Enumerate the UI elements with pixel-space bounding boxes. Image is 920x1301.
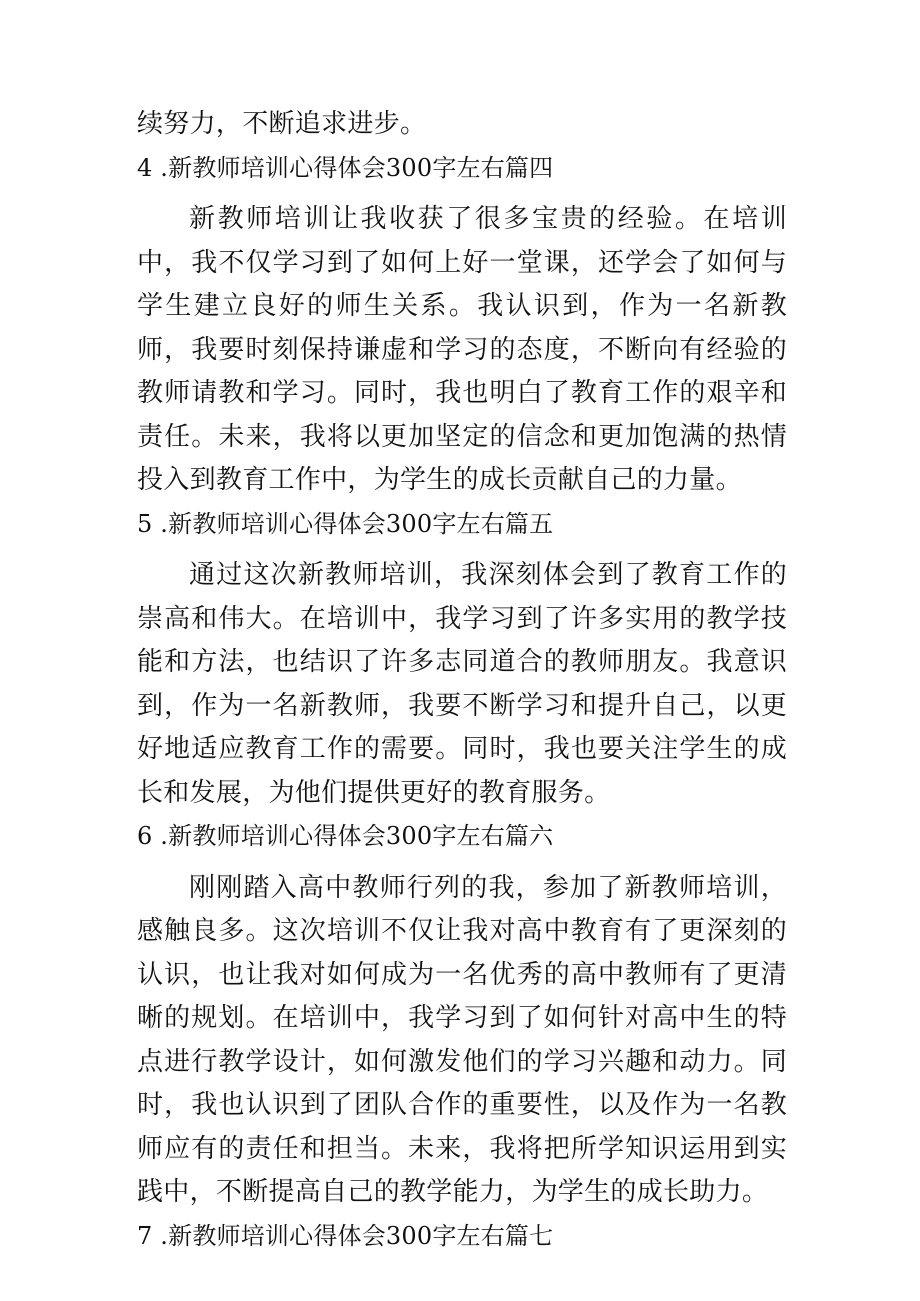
document-body [137,103,787,1258]
paragraph-section-5: 通过这次新教师培训，我深刻体会到了教育工作的崇高和伟大。在培训中，我学习到了许多实用的教学技能和方法，也结识了许多志同道合的教师朋友。我意识到，作为一名新教师，我要不断学习和提升自己，以更好地适应教育工作的需要。同时，我也要关注学生的成长和发展，为他们提供更好的教育服务。 [137,560,787,808]
section-heading-5: 5 .新教师培训心得体会300字左右篇五 [137,509,554,538]
section-heading-6: 6 .新教师培训心得体会300字左右篇六 [137,822,554,850]
paragraph-continuation: 续努力，不断追求进步。 [137,109,427,139]
section-heading-7: 7 .新教师培训心得体会300字左右篇七 [137,1221,554,1250]
section-heading-4: 4 .新教师培训心得体会300字左右篇四 [137,153,554,182]
paragraph-section-6: 刚刚踏入高中教师行列的我，参加了新教师培训，感触良多。这次培训不仅让我对高中教育有了更深刻的认识，也让我对如何成为一名优秀的高中教师有了更清晰的规划。在培训中，我学习到了如何针对高中生的特点进行教学设计，如何激发他们的学习兴趣和动力。同时，我也认识到了团队合作的重要性，以及作为一名教师应有的责任和担当。未来，我将把所学知识运用到实践中，不断提高自己的教学能力，为学生的成长助力。 [137,872,787,1207]
paragraph-section-4: 新教师培训让我收获了很多宝贵的经验。在培训中，我不仅学习到了如何上好一堂课，还学会了如何与学生建立良好的师生关系。我认识到，作为一名新教师，我要时刻保持谦虚和学习的态度，不断向有经验的教师请教和学习。同时，我也明白了教育工作的艰辛和责任。未来，我将以更加坚定的信念和更加饱满的热情投入到教育工作中，为学生的成长贡献自己的力量。 [137,204,787,495]
